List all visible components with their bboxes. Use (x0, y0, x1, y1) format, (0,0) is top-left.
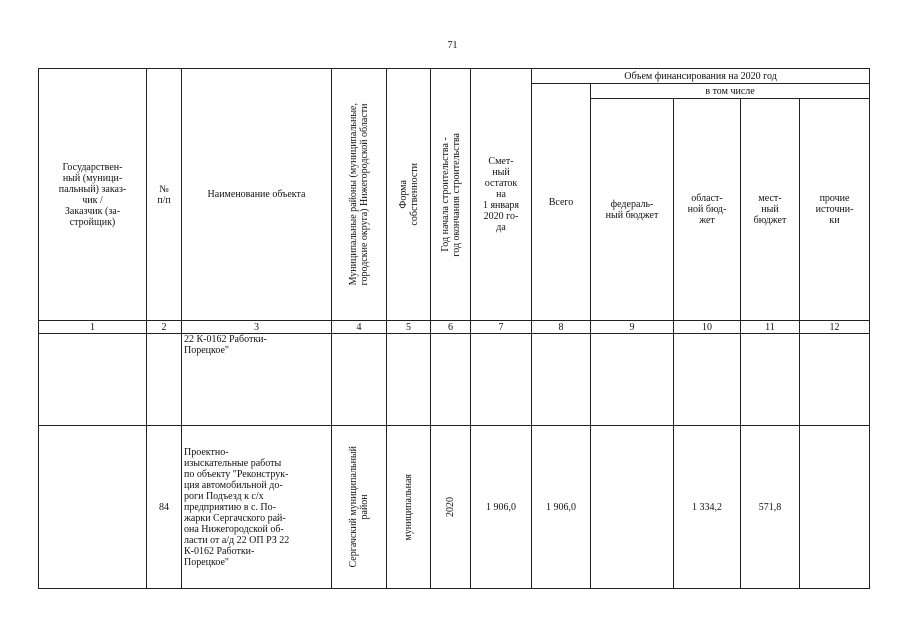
cell-years (431, 334, 471, 426)
header-local: мест- ный бюджет (741, 99, 800, 321)
cell-total: 1 906,0 (532, 426, 591, 589)
column-number: 12 (800, 321, 870, 334)
column-number: 6 (431, 321, 471, 334)
cell-federal (591, 426, 674, 589)
cell-customer (39, 426, 147, 589)
cell-years: 2020 (431, 426, 471, 589)
header-customer: Государствен- ный (муници- пальный) заказ- чик / Заказчик (за- стройщик) (39, 69, 147, 321)
cell-regional (674, 334, 741, 426)
header-including: в том числе (591, 84, 870, 99)
cell-regional: 1 334,2 (674, 426, 741, 589)
header-financing: Объем финансирования на 2020 год (532, 69, 870, 84)
column-number: 4 (332, 321, 387, 334)
cell-local (741, 334, 800, 426)
table-row (39, 426, 870, 589)
cell-district: Сергачский муниципальный район (332, 426, 387, 589)
header-federal: федераль- ный бюджет (591, 99, 674, 321)
cell-other (800, 426, 870, 589)
column-number: 8 (532, 321, 591, 334)
cell-object-name: 22 К-0162 Работки- Порецкое" (182, 334, 332, 426)
header-number: № п/п (147, 69, 182, 321)
page-number: 71 (447, 40, 458, 51)
cell-balance: 1 906,0 (471, 426, 532, 589)
cell-other (800, 334, 870, 426)
cell-ownership: муниципальная (387, 426, 431, 589)
cell-ownership (387, 334, 431, 426)
header-years: Год начала строительства - год окончания строительства (431, 69, 471, 321)
column-number: 10 (674, 321, 741, 334)
cell-total (532, 334, 591, 426)
header-other: прочие источни- ки (800, 99, 870, 321)
header-object-name: Наименование объекта (182, 69, 332, 321)
header-district: Муниципальные районы (муниципальные, городские округа) Нижегородской области (332, 69, 387, 321)
column-number: 2 (147, 321, 182, 334)
cell-balance (471, 334, 532, 426)
financing-table (38, 68, 870, 589)
header-ownership: Форма собственности (387, 69, 431, 321)
cell-federal (591, 334, 674, 426)
cell-number: 84 (147, 426, 182, 589)
cell-number (147, 334, 182, 426)
column-number: 5 (387, 321, 431, 334)
header-regional: област- ной бюд- жет (674, 99, 741, 321)
column-numbers-row (39, 321, 870, 334)
column-number: 9 (591, 321, 674, 334)
column-number: 11 (741, 321, 800, 334)
cell-object-name: Проектно- изыскательные работы по объекту "Реконструк- ция автомобильной до- роги Подъезд к с/х предприятию в с. По- жарки Сергачского рай- она Нижегородской об- ласти от а/д 22 ОП РЗ 22 К-0162 Работки- Порецкое" (182, 426, 332, 589)
table-row (39, 334, 870, 426)
header-total: Всего (532, 84, 591, 321)
column-number: 1 (39, 321, 147, 334)
cell-district (332, 334, 387, 426)
header-balance: Смет- ный остаток на 1 января 2020 го- да (471, 69, 532, 321)
column-number: 3 (182, 321, 332, 334)
cell-local: 571,8 (741, 426, 800, 589)
cell-customer (39, 334, 147, 426)
column-number: 7 (471, 321, 532, 334)
